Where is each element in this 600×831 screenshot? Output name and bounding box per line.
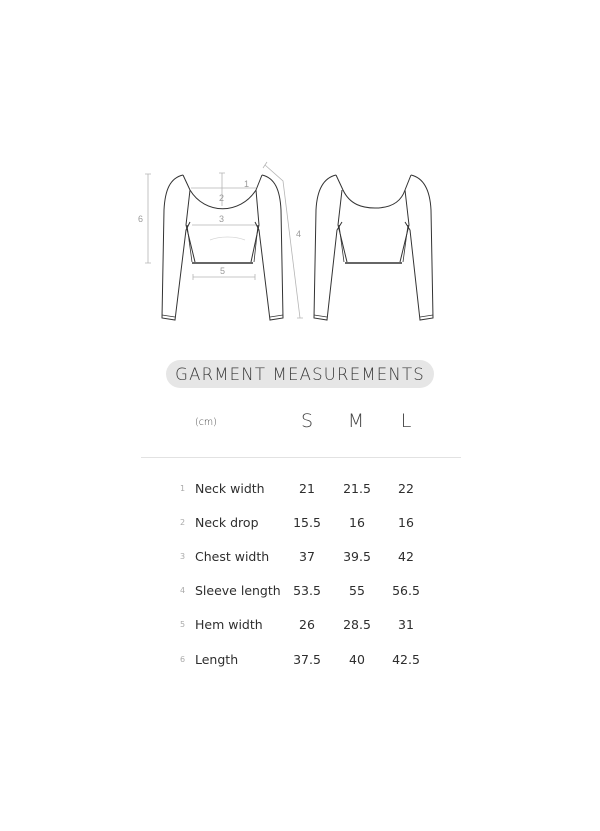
table-row xyxy=(0,481,600,501)
value-l: 16 xyxy=(398,515,414,530)
value-s: 37 xyxy=(299,549,315,564)
size-header-s: S xyxy=(300,410,314,432)
row-label: Sleeve length xyxy=(195,583,281,598)
row-number: 3 xyxy=(180,552,186,561)
value-m: 21.5 xyxy=(343,481,371,496)
value-l: 31 xyxy=(398,617,414,632)
value-s: 26 xyxy=(299,617,315,632)
unit-label: (cm) xyxy=(195,417,217,428)
table-row xyxy=(0,515,600,535)
size-header-m: M xyxy=(347,410,365,432)
row-label: Neck width xyxy=(195,481,265,496)
garment-diagrams xyxy=(0,0,600,340)
value-m: 28.5 xyxy=(343,617,371,632)
value-l: 56.5 xyxy=(392,583,420,598)
row-label: Chest width xyxy=(195,549,270,564)
value-m: 55 xyxy=(349,583,365,598)
size-header-l: L xyxy=(400,410,412,432)
row-number: 2 xyxy=(180,518,186,527)
header-divider xyxy=(141,457,461,458)
value-l: 42.5 xyxy=(392,652,420,667)
label-2: 2 xyxy=(219,193,225,203)
table-row xyxy=(0,652,600,672)
row-number: 6 xyxy=(180,655,186,664)
value-s: 37.5 xyxy=(293,652,321,667)
section-title-badge xyxy=(166,360,434,388)
label-6: 6 xyxy=(138,214,144,224)
value-m: 16 xyxy=(349,515,365,530)
value-l: 22 xyxy=(398,481,414,496)
label-3: 3 xyxy=(219,214,225,224)
row-label: Hem width xyxy=(195,617,263,632)
table-row xyxy=(0,583,600,603)
row-number: 1 xyxy=(180,484,186,493)
value-s: 53.5 xyxy=(293,583,321,598)
value-s: 21 xyxy=(299,481,315,496)
label-4: 4 xyxy=(296,229,302,239)
value-m: 39.5 xyxy=(343,549,371,564)
row-label: Length xyxy=(195,652,239,667)
table-row xyxy=(0,549,600,569)
table-row xyxy=(0,617,600,637)
value-s: 15.5 xyxy=(293,515,321,530)
label-1: 1 xyxy=(244,179,250,189)
row-label: Neck drop xyxy=(195,515,259,530)
label-5: 5 xyxy=(220,266,226,276)
value-l: 42 xyxy=(398,549,414,564)
row-number: 5 xyxy=(180,620,186,629)
front-view-drawing xyxy=(0,0,600,340)
section-title: GARMENT MEASUREMENTS xyxy=(175,364,425,384)
value-m: 40 xyxy=(349,652,365,667)
row-number: 4 xyxy=(180,586,186,595)
